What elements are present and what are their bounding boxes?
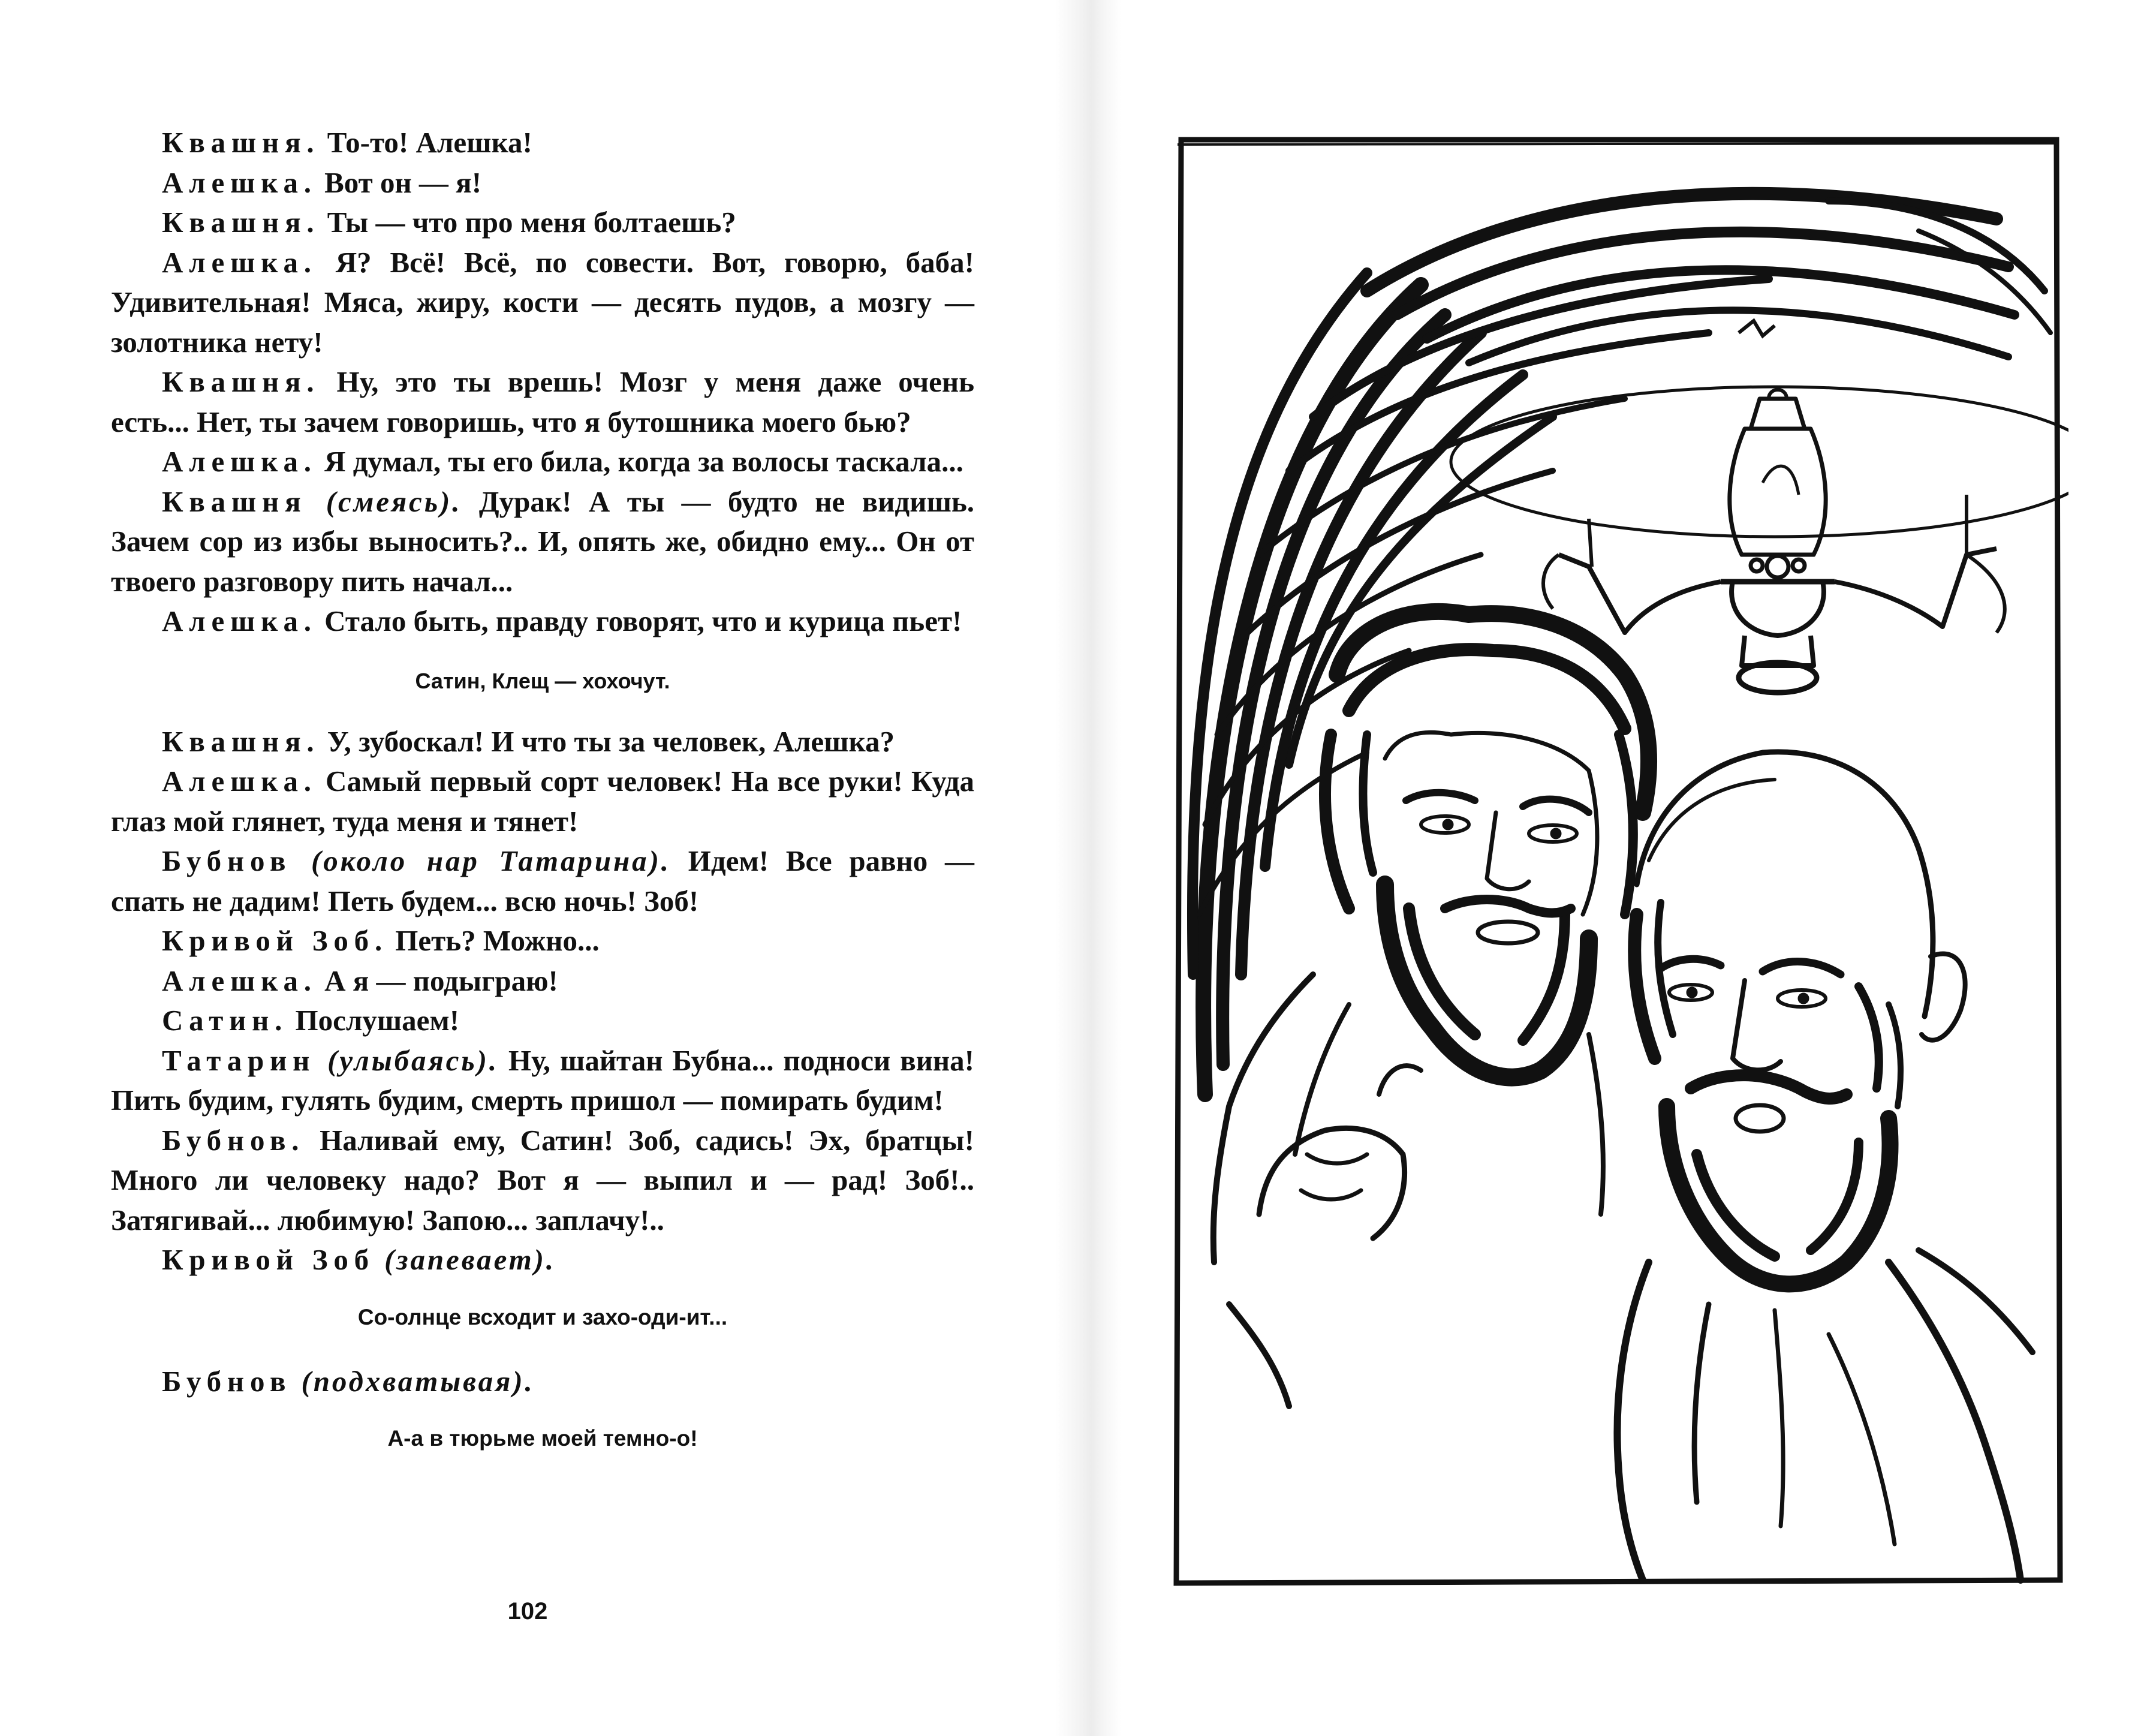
dialogue-text: То-то! Алешка!	[320, 126, 532, 159]
speaker-name: Квашня.	[162, 206, 320, 239]
dialogue-text: Я думал, ты его била, когда за волосы таскала...	[317, 445, 963, 478]
dialogue-line	[111, 123, 974, 163]
page-number: 102	[507, 1598, 548, 1624]
speaker-name: Квашня	[162, 485, 307, 518]
stage-remark: (улыбаясь).	[315, 1043, 499, 1077]
dialogue-text: Стало быть, правду говорят, что и курица пьет!	[317, 604, 962, 637]
speaker-name: Татарин	[162, 1043, 316, 1077]
speaker-name: Бубнов	[162, 1364, 292, 1398]
dialogue-text: А я — подыграю!	[317, 964, 558, 997]
dialogue-text: Вот он — я!	[317, 166, 482, 199]
dialogue-line	[111, 1240, 974, 1280]
song-line: А-а в тюрьме моей темно-о!	[387, 1426, 698, 1451]
play-text	[111, 123, 974, 1483]
speaker-name: Бубнов.	[162, 1123, 305, 1157]
dialogue-line	[111, 1001, 974, 1041]
stage-remark: (смеясь).	[306, 485, 462, 518]
speaker-name: Кривой Зоб	[162, 1243, 375, 1276]
dialogue-line	[111, 961, 974, 1001]
dialogue-text: Ты — что про меня болтаешь?	[320, 206, 736, 239]
dialogue-text: Послушаем!	[288, 1004, 460, 1037]
stage-remark: (подхватывая).	[291, 1364, 535, 1398]
dialogue-text: Самый первый сорт человек! На все руки! Куда глаз мой глянет, туда меня и тянет!	[111, 765, 974, 838]
speaker-name: Квашня.	[162, 724, 320, 758]
speaker-name: Алешка.	[162, 166, 317, 199]
dialogue-line	[111, 601, 974, 642]
dialogue-line	[111, 163, 974, 203]
speaker-name: Бубнов	[162, 844, 292, 877]
speaker-name: Алешка.	[162, 765, 317, 798]
stage-direction: Сатин, Клещ — хохочут.	[415, 668, 670, 693]
dialogue-line	[111, 362, 974, 442]
dialogue-text: Петь? Можно...	[388, 924, 600, 957]
illustration	[1169, 135, 2068, 1598]
oil-lamp-icon	[1543, 390, 2005, 693]
dialogue-line	[111, 1362, 974, 1402]
song-line: Со-олнце всходит и захо-оди-ит...	[357, 1304, 728, 1329]
bald-man-figure	[1617, 752, 2032, 1580]
dark-hatch-shading	[1193, 194, 2050, 1094]
stage-remark: (около нар Татарина).	[291, 844, 671, 877]
dialogue-text: У, зубоскал! И что ты за человек, Алешка?	[320, 724, 895, 758]
dialogue-text: Ну, это ты врешь! Мозг у меня даже очень есть... Нет, ты зачем говоришь, что я бутошника моего бью?	[111, 365, 974, 438]
book-gutter	[1055, 0, 1121, 1736]
dialogue-text: Идем! Все равно — спать не дадим! Петь будем... всю ночь! Зоб!	[111, 844, 974, 917]
stage-remark: (запевает).	[375, 1243, 556, 1276]
dialogue-line	[111, 722, 974, 762]
dialogue-line	[111, 1121, 974, 1241]
left-page	[0, 0, 1055, 1736]
dialogue-text: Ну, шайтан Бубна... подноси вина! Пить будим, гулять будим, смерть пришол — помирать будим!	[111, 1043, 974, 1117]
dialogue-text: Наливай ему, Сатин! Зоб, садись! Эх, братцы! Много ли человеку надо? Вот я — выпил и — рад! Зоб!.. Затягивай... любимую! Запою... заплачу!..	[111, 1123, 974, 1236]
dialogue-line	[111, 203, 974, 243]
speaker-name: Алешка.	[162, 964, 317, 997]
speaker-name: Кривой Зоб.	[162, 924, 389, 957]
dialogue-line	[111, 243, 974, 363]
speaker-name: Алешка.	[162, 445, 317, 478]
speaker-name: Алешка.	[162, 604, 317, 637]
speaker-name: Квашня.	[162, 365, 320, 398]
speaker-name: Алешка.	[162, 245, 317, 279]
dialogue-line	[111, 1041, 974, 1121]
dialogue-text: Я? Всё! Всё, по совести. Вот, говорю, баба! Удивительная! Мяса, жиру, кости — десять пудов, а мозгу — золотника нету!	[111, 245, 974, 359]
dialogue-line	[111, 762, 974, 841]
dialogue-line	[111, 921, 974, 961]
speaker-name: Сатин.	[162, 1004, 288, 1037]
speaker-name: Квашня.	[162, 126, 320, 159]
dialogue-line	[111, 442, 974, 482]
dialogue-line	[111, 841, 974, 921]
dialogue-line	[111, 482, 974, 602]
dialogue-text: Дурак! А ты — будто не видишь. Зачем сор из избы выносить?.. И, опять же, обидно ему... Он от твоего разговору пить начал...	[111, 485, 974, 598]
